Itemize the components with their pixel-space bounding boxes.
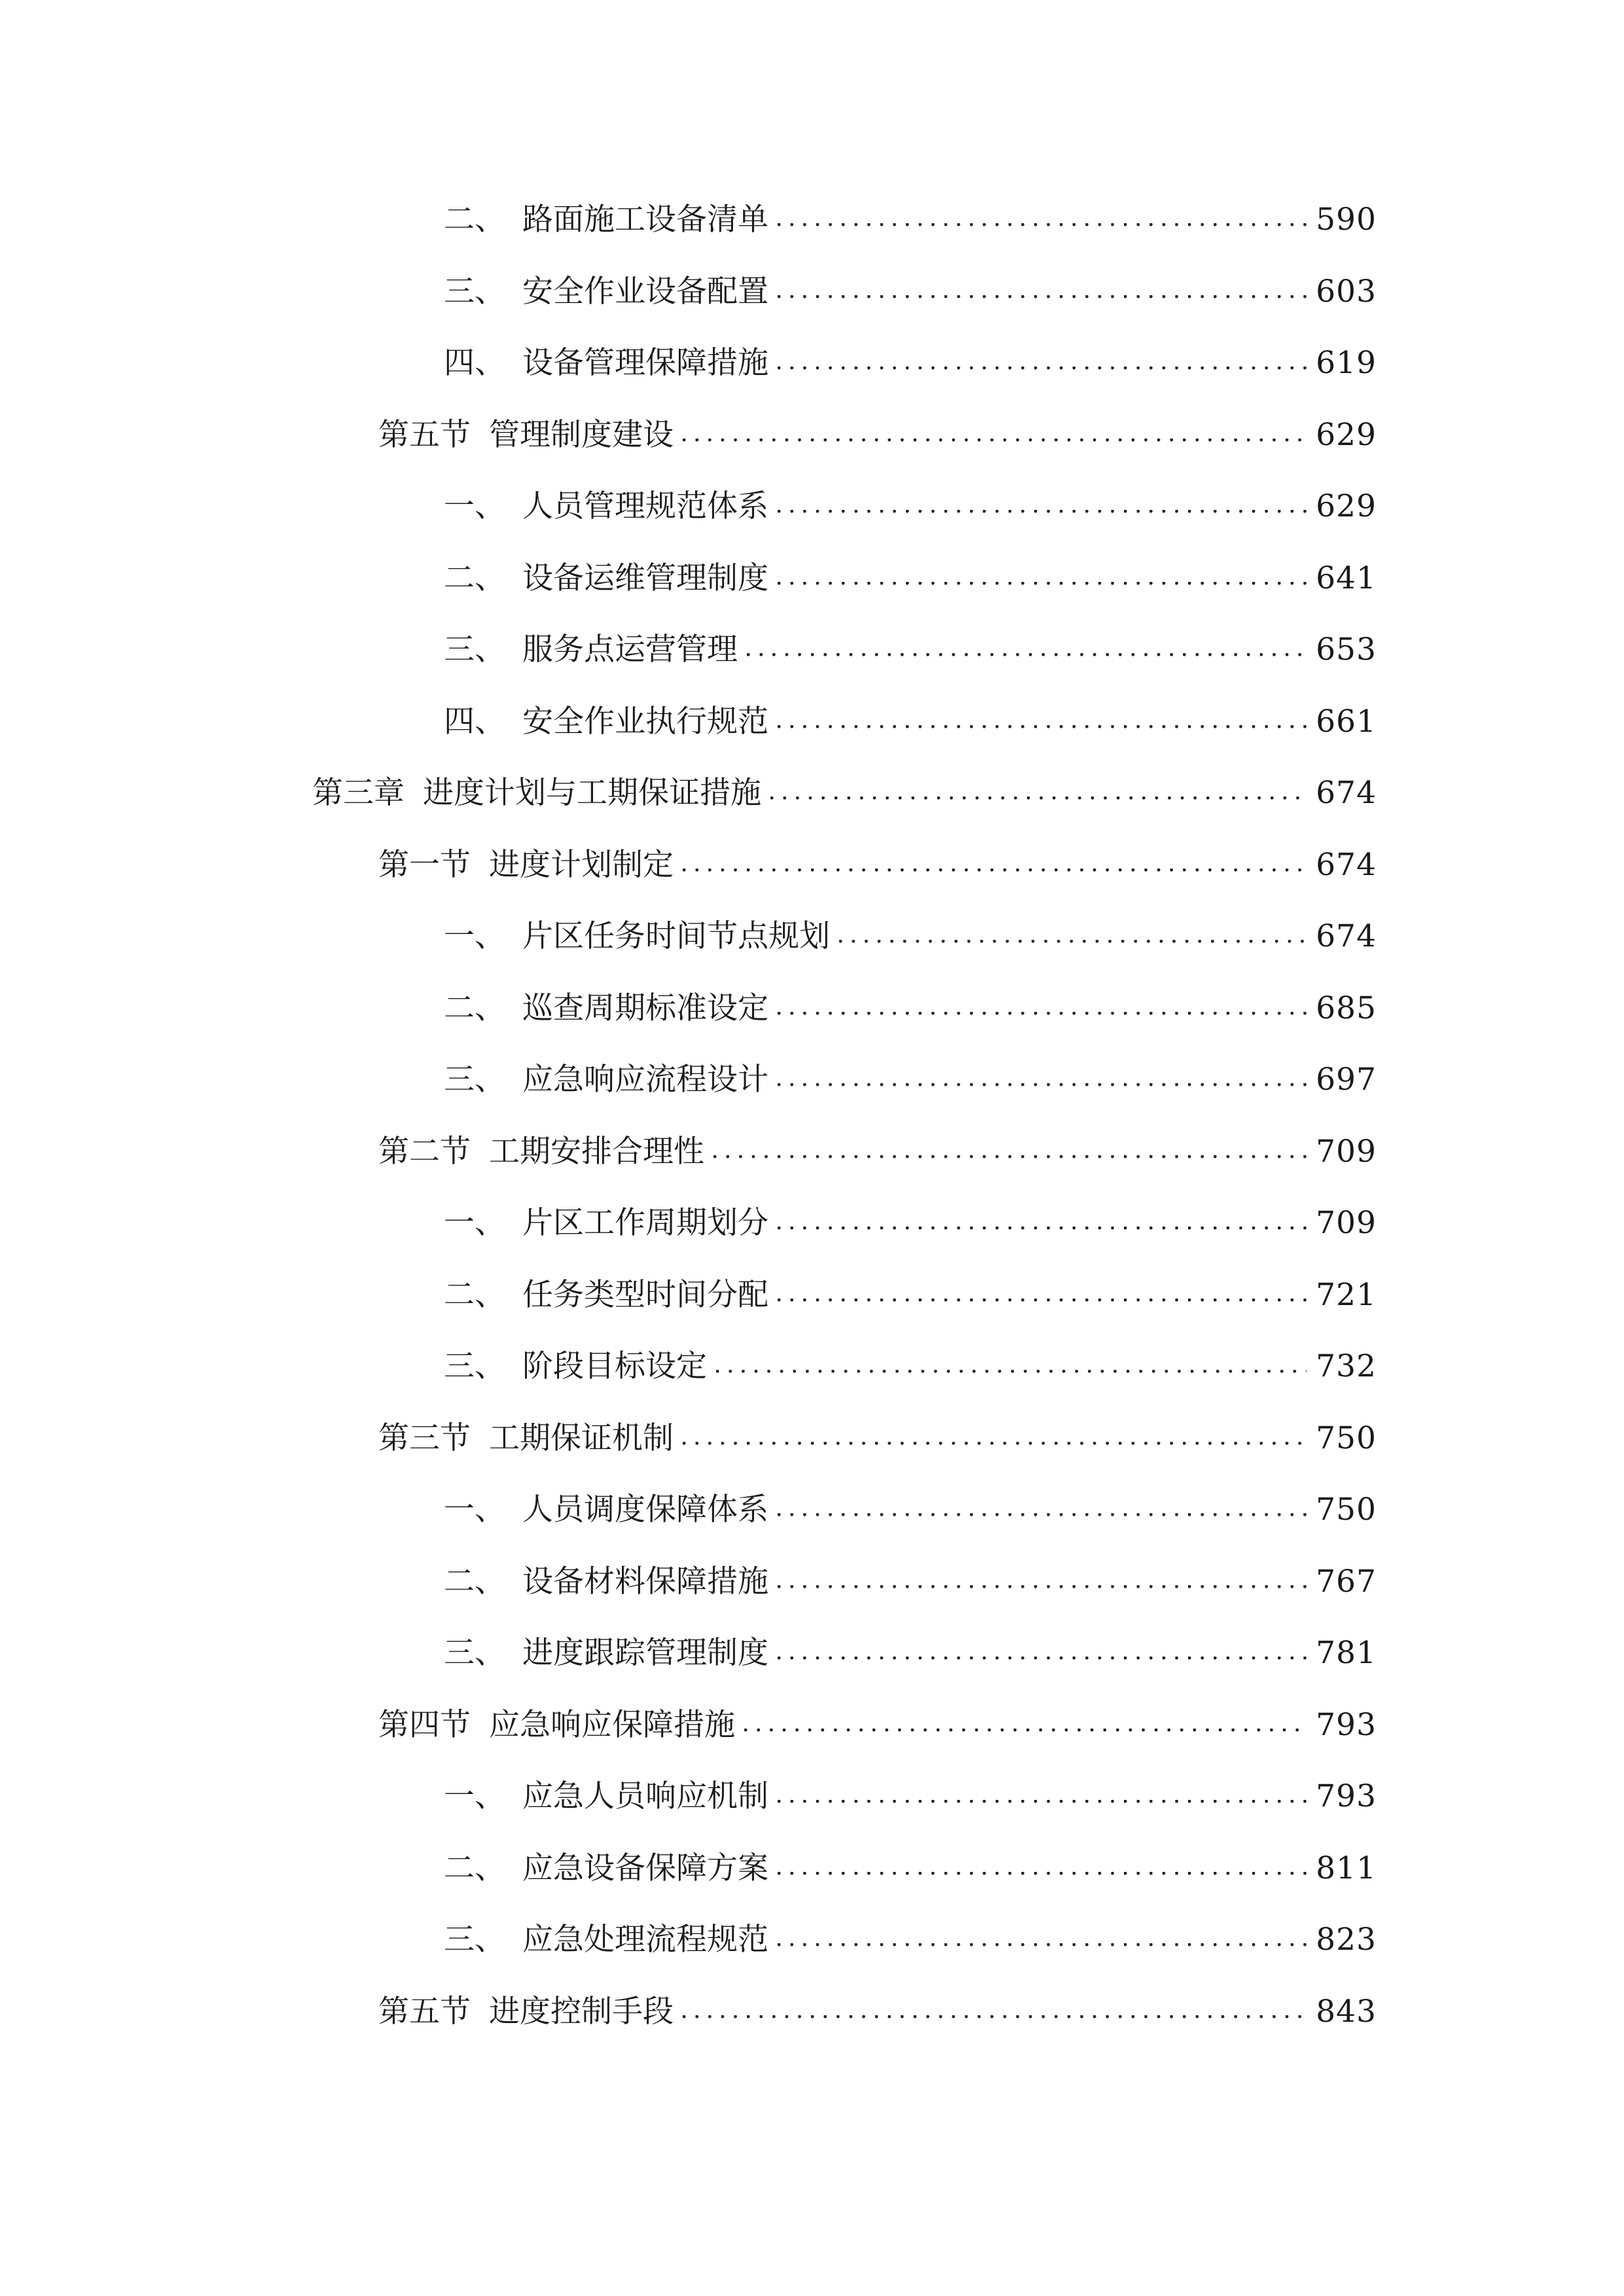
toc-entry-number: 四、 xyxy=(444,344,505,381)
toc-entry-title: 片区任务时间节点规划 xyxy=(522,918,830,954)
dot-leader xyxy=(716,1370,1307,1376)
toc-entry-title: 进度控制手段 xyxy=(489,1993,674,2030)
toc-entry[interactable] xyxy=(444,900,1377,972)
toc-entry-title: 巡查周期标准设定 xyxy=(522,990,768,1026)
toc-entry-title: 应急响应流程设计 xyxy=(522,1061,768,1098)
toc-entry-title: 管理制度建设 xyxy=(489,416,674,453)
toc-entry-number: 一、 xyxy=(444,918,505,954)
dot-leader xyxy=(778,1227,1307,1233)
toc-entry-page: 767 xyxy=(1316,1563,1377,1600)
toc-entry-number: 二、 xyxy=(444,201,505,238)
toc-entry-number: 第一节 xyxy=(378,846,471,883)
toc-entry-title: 服务点运营管理 xyxy=(522,631,738,668)
dot-leader xyxy=(778,725,1307,732)
toc-entry[interactable] xyxy=(444,685,1377,757)
toc-entry-title: 应急处理流程规范 xyxy=(522,1921,768,1958)
toc-entry-page: 603 xyxy=(1316,273,1377,310)
toc-entry-title: 路面施工设备清单 xyxy=(522,201,768,238)
toc-entry-number: 第五节 xyxy=(378,1993,471,2030)
toc-entry-title: 进度计划制定 xyxy=(489,846,674,883)
toc-entry-number: 一、 xyxy=(444,1778,505,1814)
toc-entry-page: 629 xyxy=(1316,488,1377,524)
toc-entry-title: 阶段目标设定 xyxy=(522,1348,707,1384)
toc-entry[interactable] xyxy=(444,1043,1377,1115)
toc-entry-number: 二、 xyxy=(444,990,505,1026)
toc-entry-number: 第三节 xyxy=(378,1420,471,1456)
dot-leader xyxy=(778,1513,1307,1520)
toc-entry-page: 823 xyxy=(1316,1921,1377,1958)
toc-entry-page: 661 xyxy=(1316,703,1377,740)
toc-entry[interactable] xyxy=(444,1473,1377,1545)
toc-entry[interactable] xyxy=(444,255,1377,327)
dot-leader xyxy=(778,1800,1307,1806)
toc-entry-number: 第二节 xyxy=(378,1133,471,1170)
toc-entry-title: 设备运维管理制度 xyxy=(522,560,768,596)
toc-entry-page: 674 xyxy=(1316,918,1377,954)
toc-entry-page: 709 xyxy=(1316,1133,1377,1170)
dot-leader xyxy=(839,940,1307,946)
toc-entry-page: 674 xyxy=(1316,774,1377,811)
toc-entry[interactable] xyxy=(444,1187,1377,1259)
toc-entry[interactable] xyxy=(444,1330,1377,1402)
toc-entry-number: 一、 xyxy=(444,1204,505,1241)
toc-entry-number: 三、 xyxy=(444,1634,505,1671)
dot-leader xyxy=(683,2015,1307,2022)
dot-leader xyxy=(778,1083,1307,1090)
toc-entry-title: 安全作业执行规范 xyxy=(522,703,768,740)
toc-entry-number: 三、 xyxy=(444,1348,505,1384)
toc-entry-number: 二、 xyxy=(444,1276,505,1313)
toc-entry-number: 二、 xyxy=(444,1563,505,1600)
toc-entry-page: 750 xyxy=(1316,1420,1377,1456)
toc-entry[interactable] xyxy=(444,1760,1377,1832)
toc-entry-page: 750 xyxy=(1316,1491,1377,1528)
toc-entry[interactable] xyxy=(444,1903,1377,1975)
toc-entry[interactable] xyxy=(444,1832,1377,1904)
toc-entry[interactable] xyxy=(312,757,1377,829)
toc-entry[interactable] xyxy=(378,1402,1377,1474)
toc-entry-page: 709 xyxy=(1316,1204,1377,1241)
toc-entry-title: 任务类型时间分配 xyxy=(522,1276,768,1313)
toc-entry-title: 应急人员响应机制 xyxy=(522,1778,768,1814)
toc-entry-title: 人员调度保障体系 xyxy=(522,1491,768,1528)
toc-entry[interactable] xyxy=(378,1689,1377,1761)
toc-entry[interactable] xyxy=(444,542,1377,614)
toc-entry-number: 一、 xyxy=(444,1491,505,1528)
toc-entry-title: 应急响应保障措施 xyxy=(489,1706,735,1743)
toc-entry-page: 629 xyxy=(1316,416,1377,453)
toc-entry-title: 设备材料保障措施 xyxy=(522,1563,768,1600)
toc-entry-number: 二、 xyxy=(444,1850,505,1886)
dot-leader xyxy=(744,1729,1307,1735)
toc-entry[interactable] xyxy=(444,327,1377,399)
toc-entry[interactable] xyxy=(444,1545,1377,1617)
toc-entry[interactable] xyxy=(378,399,1377,471)
dot-leader xyxy=(778,1872,1307,1878)
toc-entry-page: 590 xyxy=(1316,201,1377,238)
toc-entry-page: 619 xyxy=(1316,344,1377,381)
dot-leader xyxy=(747,653,1307,660)
toc-entry-number: 三、 xyxy=(444,273,505,310)
toc-entry[interactable] xyxy=(444,1617,1377,1689)
toc-entry-title: 工期保证机制 xyxy=(489,1420,674,1456)
toc-entry-page: 793 xyxy=(1316,1706,1377,1743)
toc-entry-number: 三、 xyxy=(444,631,505,668)
dot-leader xyxy=(683,439,1307,445)
dot-leader xyxy=(778,582,1307,588)
toc-entry[interactable] xyxy=(444,183,1377,255)
toc-entry-number: 三、 xyxy=(444,1061,505,1098)
toc-entry[interactable] xyxy=(378,1115,1377,1187)
toc-entry-title: 设备管理保障措施 xyxy=(522,344,768,381)
toc-entry-page: 732 xyxy=(1316,1348,1377,1384)
toc-entry-page: 793 xyxy=(1316,1778,1377,1814)
toc-entry-page: 811 xyxy=(1316,1850,1377,1886)
toc-entry-number: 一、 xyxy=(444,488,505,524)
toc-entry-number: 四、 xyxy=(444,703,505,740)
toc-entry[interactable] xyxy=(444,972,1377,1044)
dot-leader xyxy=(683,869,1307,875)
dot-leader xyxy=(713,1155,1307,1162)
toc-entry-title: 进度跟踪管理制度 xyxy=(522,1634,768,1671)
dot-leader xyxy=(778,1012,1307,1018)
toc-entry-title: 片区工作周期划分 xyxy=(522,1204,768,1241)
dot-leader xyxy=(778,1943,1307,1950)
toc-entry-title: 进度计划与工期保证措施 xyxy=(423,774,761,811)
toc-entry-page: 641 xyxy=(1316,560,1377,596)
dot-leader xyxy=(778,1299,1307,1305)
toc-entry[interactable] xyxy=(444,1259,1377,1331)
toc-entry-title: 人员管理规范体系 xyxy=(522,488,768,524)
toc-entry-page: 781 xyxy=(1316,1634,1377,1671)
toc-entry-number: 第四节 xyxy=(378,1706,471,1743)
dot-leader xyxy=(778,367,1307,373)
dot-leader xyxy=(778,510,1307,516)
toc-entry[interactable] xyxy=(444,613,1377,685)
toc-entry-page: 843 xyxy=(1316,1993,1377,2030)
toc-entry-number: 二、 xyxy=(444,560,505,596)
toc-entry-number: 第五节 xyxy=(378,416,471,453)
dot-leader xyxy=(778,295,1307,302)
dot-leader xyxy=(770,797,1307,803)
dot-leader xyxy=(683,1442,1307,1448)
toc-entry-number: 三、 xyxy=(444,1921,505,1958)
dot-leader xyxy=(778,1585,1307,1592)
toc-entry-page: 721 xyxy=(1316,1276,1377,1313)
dot-leader xyxy=(778,223,1307,230)
toc-entry[interactable] xyxy=(444,470,1377,542)
toc-entry-title: 安全作业设备配置 xyxy=(522,273,768,310)
toc-entry-number: 第三章 xyxy=(312,774,405,811)
toc-entry-page: 653 xyxy=(1316,631,1377,668)
toc-entry-title: 工期安排合理性 xyxy=(489,1133,704,1170)
toc-entry-page: 674 xyxy=(1316,846,1377,883)
toc-entry-title: 应急设备保障方案 xyxy=(522,1850,768,1886)
dot-leader xyxy=(778,1657,1307,1663)
toc-entry-page: 685 xyxy=(1316,990,1377,1026)
toc-entry[interactable] xyxy=(378,1975,1377,2047)
toc-entry-page: 697 xyxy=(1316,1061,1377,1098)
toc-entry[interactable] xyxy=(378,829,1377,901)
